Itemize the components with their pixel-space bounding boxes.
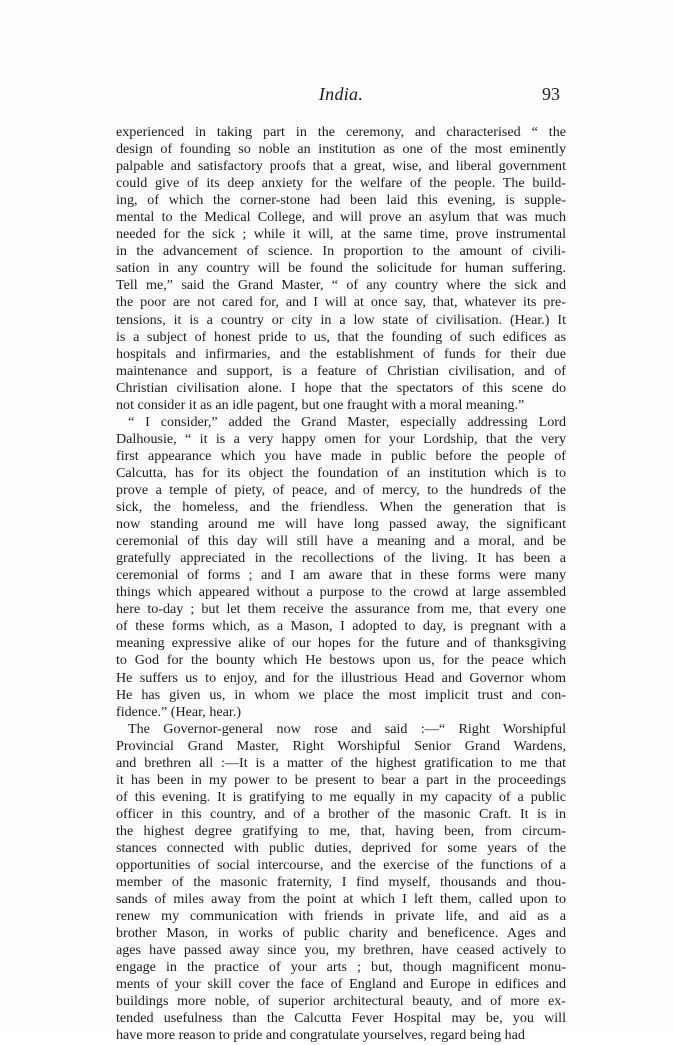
- text-line: ments of your skill cover the face of England and Europe in edifices and: [116, 976, 566, 993]
- text-line: Calcutta, has for its object the foundation of an institution which is to: [116, 464, 566, 481]
- text-line: engage in the practice of your arts ; but, though magnificent monu-: [116, 959, 566, 976]
- text-line: now standing around me will have long passed away, the significant: [116, 516, 566, 533]
- text-line: ages have passed away since you, my brethren, have ceased actively to: [116, 942, 566, 959]
- text-line: in the advancement of science. In proportion to the amount of civili-: [116, 243, 566, 260]
- text-line: The Governor-general now rose and said :—“ Right Worshipful: [128, 720, 566, 737]
- text-line: sick, the homeless, and the friendless. When the generation that is: [116, 499, 566, 516]
- text-line: mental to the Medical College, and will prove an asylum that was much: [116, 209, 566, 226]
- text-line: brother Mason, in works of public charity and beneficence. Ages and: [116, 925, 566, 942]
- text-line: not consider it as an idle pagent, but one fraught with a moral meaning.”: [116, 396, 525, 413]
- text-line: ing, of which the corner-stone had been laid this evening, is supple-: [116, 192, 566, 209]
- text-line: experienced in taking part in the ceremony, and characterised “ the: [116, 124, 566, 140]
- text-line: could give of its deep anxiety for the welfare of the people. The build-: [116, 175, 566, 192]
- text-line: tensions, it is a country or city in a low state of civilisation. (Hear.) It: [116, 311, 566, 328]
- text-line: to God for the bounty which He bestows upon us, for the peace which: [116, 652, 566, 669]
- text-line: hospitals and infirmaries, and the establishment of funds for their due: [116, 345, 566, 362]
- page-number: 93: [542, 84, 560, 104]
- text-line: the poor are not cared for, and I will at once say, that, whatever its pre-: [116, 294, 566, 311]
- text-line: ceremonial of this day will still have a meaning and a moral, and be: [116, 533, 566, 550]
- text-line: Dalhousie, “ it is a very happy omen for your Lordship, that the very: [116, 430, 566, 447]
- text-line: have more reason to pride and congratulate yourselves, regard being had: [116, 1027, 525, 1044]
- text-line: Provincial Grand Master, Right Worshipful Senior Grand Wardens,: [116, 737, 566, 754]
- text-line: officer in this country, and of a brother of the masonic Craft. It is in: [116, 805, 566, 822]
- text-line: stances connected with public duties, deprived for some years of the: [116, 839, 566, 856]
- text-line: design of founding so noble an institution as one of the most eminently: [116, 141, 566, 158]
- running-title: India.: [318, 84, 364, 104]
- text-line: palpable and satisfactory proofs that a great, wise, and liberal government: [116, 158, 566, 175]
- text-line: it has been in my power to be present to bear a part in the proceedings: [116, 771, 566, 788]
- text-line: of this evening. It is gratifying to me equally in my capacity of a public: [116, 788, 566, 805]
- text-line: is a subject of honest pride to us, that the founding of such edifices as: [116, 328, 566, 345]
- text-line: meaning expressive alike of our hopes for the future and of thanksgiving: [116, 635, 566, 652]
- text-line: He suffers us to enjoy, and for the illustrious Head and Governor whom: [116, 669, 566, 686]
- text-line: of these forms which, as a Mason, I adopted to day, is pregnant with a: [116, 618, 566, 635]
- text-line: the highest degree gratifying to me, that, having been, from circum-: [116, 822, 566, 839]
- text-line: maintenance and support, is a feature of Christian civilisation, and of: [116, 362, 566, 379]
- text-line: sands of miles away from the point at which I left them, called upon to: [116, 891, 566, 908]
- body-text: [116, 124, 566, 1045]
- text-line: Tell me,” said the Grand Master, “ of any country where the sick and: [116, 277, 566, 294]
- text-line: tended usefulness than the Calcutta Fever Hospital may be, you will: [116, 1010, 566, 1027]
- text-line: ceremonial of forms ; and I am aware that in these forms were many: [116, 567, 566, 584]
- text-line: prove a temple of piety, of peace, and of mercy, to the hundreds of the: [116, 481, 566, 498]
- text-line: He has given us, in whom we place the most implicit trust and con-: [116, 686, 566, 703]
- text-line: first appearance which you have made in public before the people of: [116, 447, 566, 464]
- text-line: opportunities of social intercourse, and the exercise of the functions of a: [116, 857, 566, 874]
- text-line: needed for the sick ; while it will, at the same time, prove instrumental: [116, 226, 566, 243]
- text-line: here to-day ; but let them receive the assurance from me, that every one: [116, 601, 566, 618]
- text-line: buildings more noble, of superior architectural beauty, and of more ex-: [116, 993, 566, 1010]
- text-line: things which appeared without a purpose to the crowd at large assembled: [116, 584, 566, 601]
- text-line: sation in any country will be found the solicitude for human suffering.: [116, 260, 566, 277]
- text-line: renew my communication with friends in private life, and aid as a: [116, 908, 566, 925]
- text-line: member of the masonic fraternity, I find myself, thousands and thou-: [116, 874, 566, 891]
- text-line: Christian civilisation alone. I hope that the spectators of this scene do: [116, 379, 566, 396]
- text-line: fidence.” (Hear, hear.): [116, 703, 242, 720]
- text-line: gratefully appreciated in the recollections of the living. It has been a: [116, 550, 566, 567]
- text-line: and brethren all :—It is a matter of the highest gratification to me that: [116, 754, 566, 771]
- text-line: “ I consider,” added the Grand Master, especially addressing Lord: [128, 413, 566, 430]
- running-head: [116, 84, 566, 110]
